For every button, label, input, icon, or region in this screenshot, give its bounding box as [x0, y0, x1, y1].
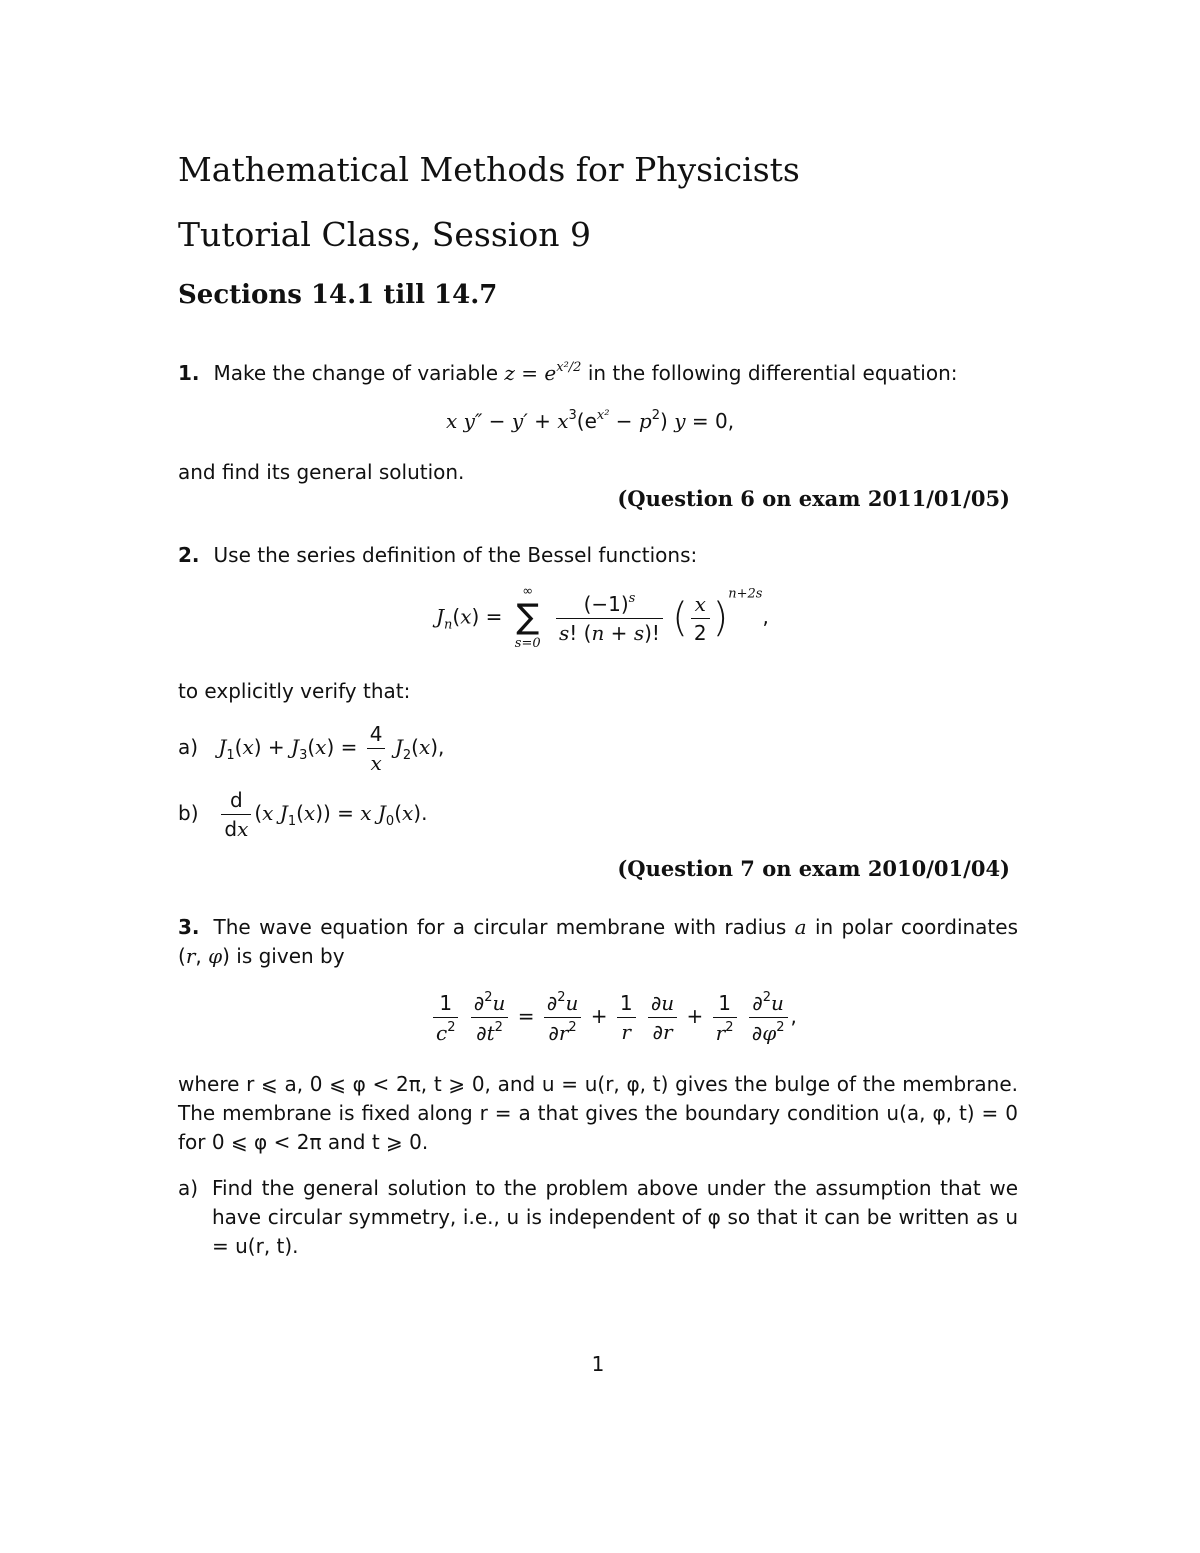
document-page — [178, 0, 1018, 1553]
q2-lead: to explicitly verify that: — [178, 679, 411, 703]
q2-part-b-label: b) — [178, 801, 199, 825]
q1-number: 1. — [178, 361, 200, 385]
q3-part-a-label: a) — [178, 1176, 199, 1200]
q1-text-before: Make the change of variable — [213, 361, 499, 385]
q3-conditions: where r ⩽ a, 0 ⩽ φ < 2π, t ⩾ 0, and u = u(r, φ, t) gives the bulge of the membrane. The membrane is fixed along r = a that gives the boundary condition u(a, φ, t) = 0 for 0 ⩽ φ < 2π and t ⩾ 0. — [178, 1072, 1018, 1154]
document-subtitle: Tutorial Class, Session 9 — [178, 215, 591, 254]
q3-number: 3. — [178, 915, 200, 939]
q1-substitution: $z = e^{x^2/2}$ — [504, 360, 582, 385]
page-number: 1 — [591, 1352, 605, 1376]
q1-reference: (Question 6 on exam 2011/01/05) — [617, 486, 1010, 511]
q2-part-a-label: a) — [178, 735, 199, 759]
q1-text-after: in the following differential equation: — [587, 361, 958, 385]
q3-part-a — [178, 1174, 1018, 1261]
q3-statement: 3. The wave equation for a circular membrane with radius a in polar coordinates (r, φ) is given by — [178, 915, 1018, 968]
q2-part-b: b) $\frac{d}{dx}$ (x $J_1(x)) = x$ $J_0(x)$. — [178, 788, 428, 841]
q1-statement — [178, 353, 1018, 388]
q2-series-equation: $J_n(x)$ = ∞ ∑ s=0 $\frac{(-1)^s}{s! (n + s)!}$ ( $\frac{x}{2}$ )$^{n+2s}$, — [436, 584, 769, 651]
document-title: Mathematical Methods for Physicists — [178, 150, 800, 189]
q2-statement — [178, 541, 1018, 570]
sections-heading: Sections 14.1 till 14.7 — [178, 280, 498, 310]
q3-part-a-text: Find the general solution to the problem above under the assumption that we have circular symmetry, i.e., u is independent of φ so that it can be written as u = u(r, t). — [212, 1176, 1018, 1258]
q2-number: 2. — [178, 543, 200, 567]
q2-intro: Use the series definition of the Bessel functions: — [213, 543, 698, 567]
q2-part-a: a) $J_1(x) + J_3(x)$ = $\frac{4}{x}$ $J_2(x)$, — [178, 722, 445, 775]
q3-wave-equation: $\frac{1}{c^2}$ $\frac{\partial^2u}{\partial t^2}$ = $\frac{\partial^2u}{\partial r^2}$ + $\frac{1}{r}$ $\frac{\partial u}{\partial r}$ + $\frac{1}{r^2}$ $\frac{\partial^2u}{\partial\varphi^2}$ , — [430, 990, 797, 1045]
q1-equation: x $y'' - y' + x^3(e^{x^2} - p^2) y = 0$, — [446, 408, 735, 433]
q1-followup: and find its general solution. — [178, 460, 465, 484]
q2-reference: (Question 7 on exam 2010/01/04) — [617, 856, 1010, 881]
